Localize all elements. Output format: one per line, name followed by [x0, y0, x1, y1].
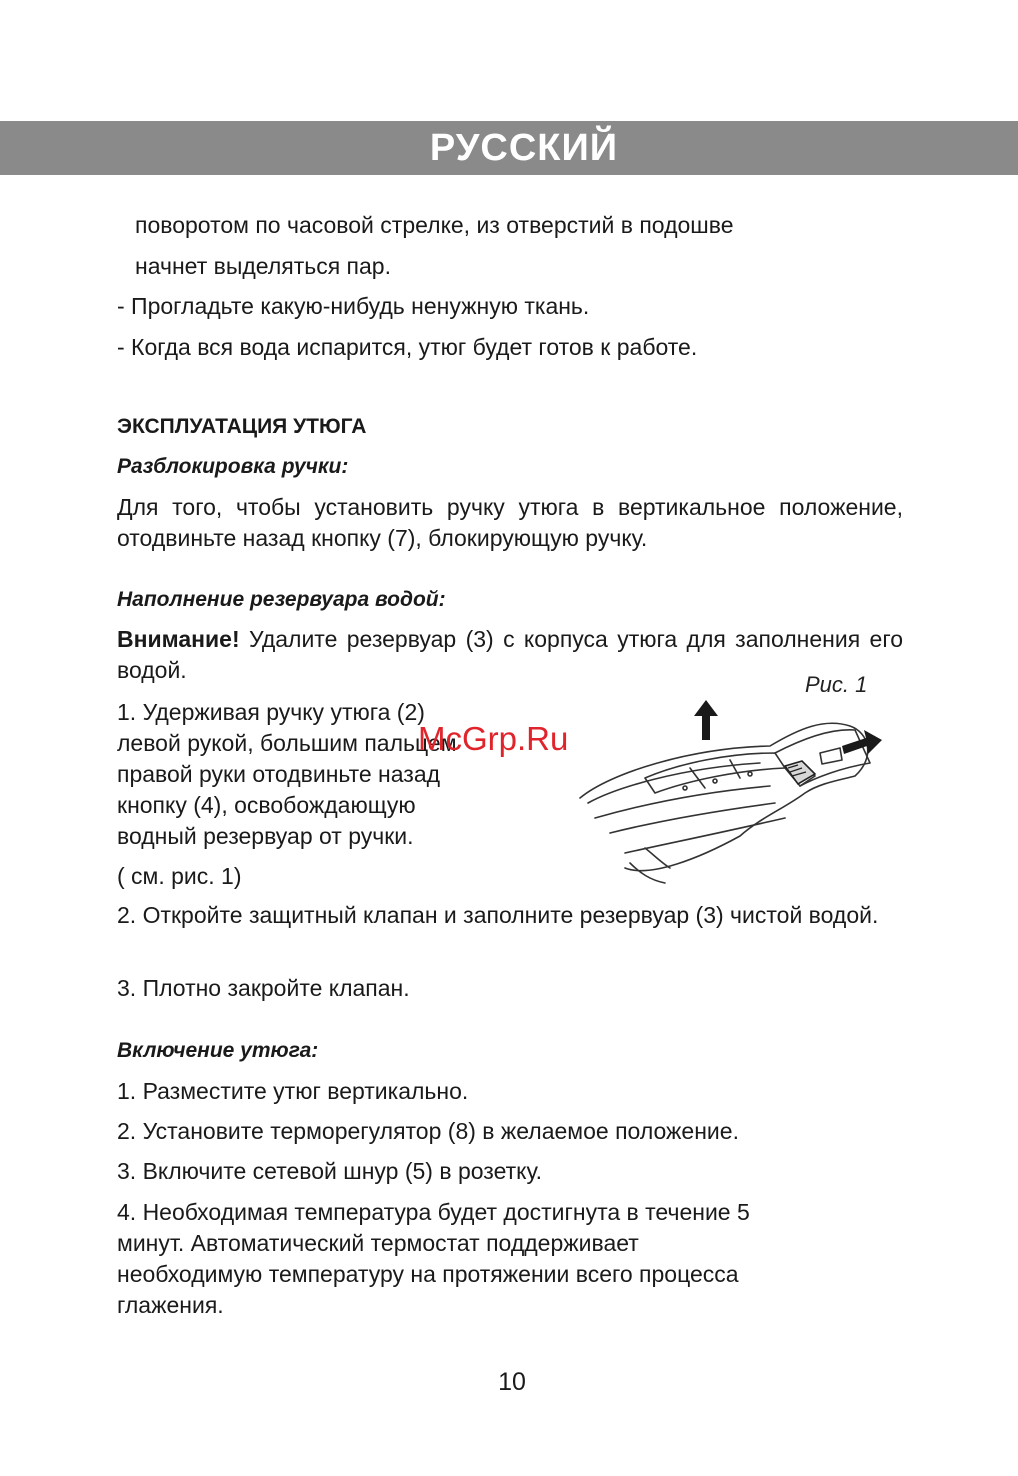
watermark-logo: McGrp.Ru — [418, 720, 569, 757]
power-step-4-line-4: глажения. — [117, 1292, 224, 1318]
intro-line-1: поворотом по часовой стрелке, из отверстий в подошве — [135, 212, 734, 238]
fill-step1-line-4: кнопку (4), освобождающую — [117, 792, 416, 818]
intro-bullet-2: - Когда вся вода испарится, утюг будет готов к работе. — [117, 334, 698, 360]
power-step-1: 1. Разместите утюг вертикально. — [117, 1078, 469, 1104]
power-step-4-line-1: 4. Необходимая температура будет достигнута в течение 5 — [117, 1199, 750, 1225]
page-header-title: РУССКИЙ — [429, 127, 619, 169]
figure-caption: Рис. 1 — [805, 672, 868, 697]
fill-step1-line-3: правой руки отодвиньте назад — [117, 761, 441, 787]
attention-label: Внимание! — [117, 626, 240, 652]
fill-step1-line-1: 1. Удерживая ручку утюга (2) — [117, 699, 425, 725]
power-step-2: 2. Установите терморегулятор (8) в желаемое положение. — [117, 1118, 739, 1144]
power-step-4-line-2: минут. Автоматический термостат поддерживает — [117, 1230, 639, 1256]
page-number: 10 — [498, 1368, 526, 1396]
fill-title: Наполнение резервуара водой: — [117, 588, 446, 611]
intro-bullet-1: - Прогладьте какую-нибудь ненужную ткань. — [117, 293, 590, 319]
intro-line-2: начнет выделяться пар. — [135, 253, 391, 279]
fill-step-3: 3. Плотно закройте клапан. — [117, 975, 410, 1001]
section-title: ЭКСПЛУАТАЦИЯ УТЮГА — [117, 415, 367, 438]
fill-step1-line-5: водный резервуар от ручки. — [117, 823, 414, 849]
power-step-4-line-3: необходимую температуру на протяжении всего процесса — [117, 1261, 739, 1287]
iron-illustration — [570, 668, 915, 888]
fill-step1-line-2: левой рукой, большим пальцем — [117, 730, 457, 756]
up-arrow-icon — [694, 700, 718, 740]
unlock-text: Для того, чтобы установить ручку утюга в вертикальное положение, отодвиньте назад кнопку (7), блокирующую ручку. — [117, 494, 903, 551]
iron-figure — [570, 668, 915, 888]
unlock-title: Разблокировка ручки: — [117, 455, 349, 478]
power-step-3: 3. Включите сетевой шнур (5) в розетку. — [117, 1158, 543, 1184]
see-figure-note: ( см. рис. 1) — [117, 863, 242, 889]
power-title: Включение утюга: — [117, 1039, 319, 1062]
fill-step-2: 2. Откройте защитный клапан и заполните резервуар (3) чистой водой. — [117, 902, 879, 928]
attention-text: Удалите резервуар (3) с корпуса утюга для заполнения его водой. — [117, 626, 904, 683]
